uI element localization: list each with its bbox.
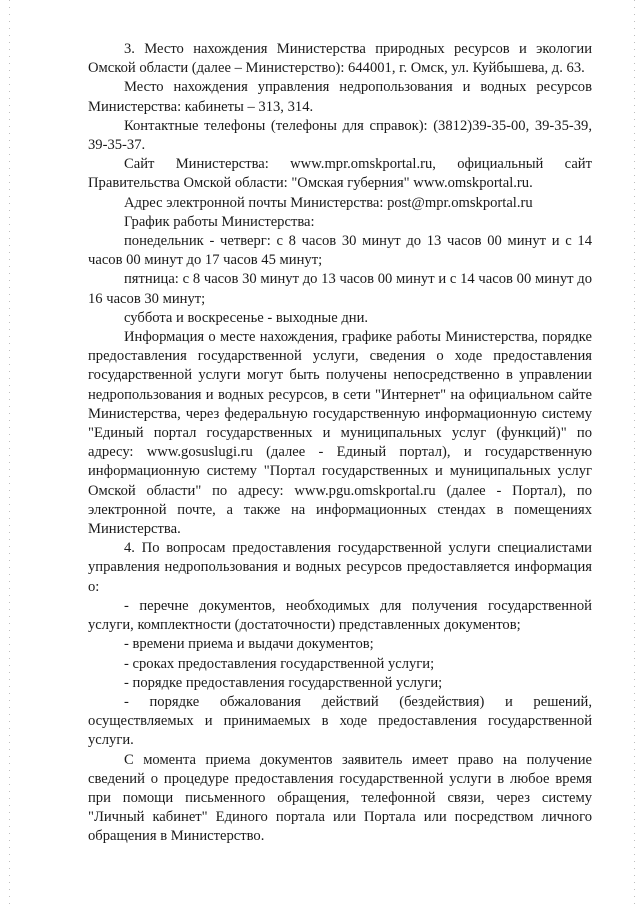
paragraph-schedule-weekend: суббота и воскресенье - выходные дни. (124, 309, 369, 326)
list-item-appeal: - порядке обжалования действий (бездействия) и решений, осуществляемых и принимаемых в ходе предоставления государственной услуги. (88, 693, 592, 749)
list-item-documents: - перечне документов, необходимых для получения государственной услуги, комплектности (достаточности) представленных документов; (88, 597, 592, 634)
paragraph-schedule-heading: График работы Министерства: (124, 213, 315, 230)
scan-edge-right (634, 0, 635, 905)
paragraph-websites: Сайт Министерства: www.mpr.omskportal.ru, официальный сайт Правительства Омской области: "Омская губерния" www.omskportal.ru. (88, 156, 592, 192)
paragraph-schedule-fri: пятница: с 8 часов 30 минут до 13 часов 00 минут и с 14 часов 00 минут до 16 часов 30 минут; (88, 271, 592, 307)
paragraph-email: Адрес электронной почты Министерства: post@mpr.omskportal.ru (124, 194, 533, 211)
paragraph-section-4: 4. По вопросам предоставления государственной услуги специалистами управления недропользования и водных ресурсов предоставляется информация о: (88, 540, 592, 595)
list-item-procedure: - порядке предоставления государственной услуги; (124, 674, 443, 691)
paragraph-schedule-mon-thu: понедельник - четверг: с 8 часов 30 минут до 13 часов 00 минут и с 14 часов 00 минут до 17 часов 45 минут; (88, 233, 592, 269)
paragraph-phones: Контактные телефоны (телефоны для справок): (3812)39-35-00, 39-35-39, 39-35-37. (88, 117, 592, 154)
list-item-terms: - сроках предоставления государственной услуги; (124, 655, 435, 672)
paragraph-ministry-location: 3. Место нахождения Министерства природных ресурсов и экологии Омской области (далее – Министерство): 644001, г. Омск, ул. Куйбышева, д. 63. (88, 41, 592, 77)
list-item-reception-time: - времени приема и выдачи документов; (124, 636, 374, 653)
paragraph-department-location: Место нахождения управления недропользования и водных ресурсов Министерства: кабинеты – 313, 314. (88, 79, 592, 115)
paragraph-applicant-rights: С момента приема документов заявитель имеет право на получение сведений о процедуре предоставления государственной услуги в любое время при помощи письменного обращения, телефонной связи, через систему "Личный кабинет" Единого портала или Портала или посредством личного обращения в Министерство. (88, 751, 592, 845)
scan-edge-left (9, 0, 10, 905)
paragraph-information-sources: Информация о месте нахождения, графике работы Министерства, порядке предоставления государственной услуги, сведения о ходе предоставления государственной услуги могут быть получены непосредственно в управлении недропользования и водных ресурсов, в сети "Интернет" на официальном сайте Министерства, через федеральную государственную информационную систему "Единый портал государственных и муниципальных услуг (функций)" по адресу: www.gosuslugi.ru (далее - Единый портал), и государственную информационную систему "Портал государственных и муниципальных услуг Омской области" по адресу: www.pgu.omskportal.ru (далее - Портал), по электронной почте, а также на информационных стендах в помещениях Министерства. (88, 329, 592, 538)
document-body (88, 40, 592, 847)
